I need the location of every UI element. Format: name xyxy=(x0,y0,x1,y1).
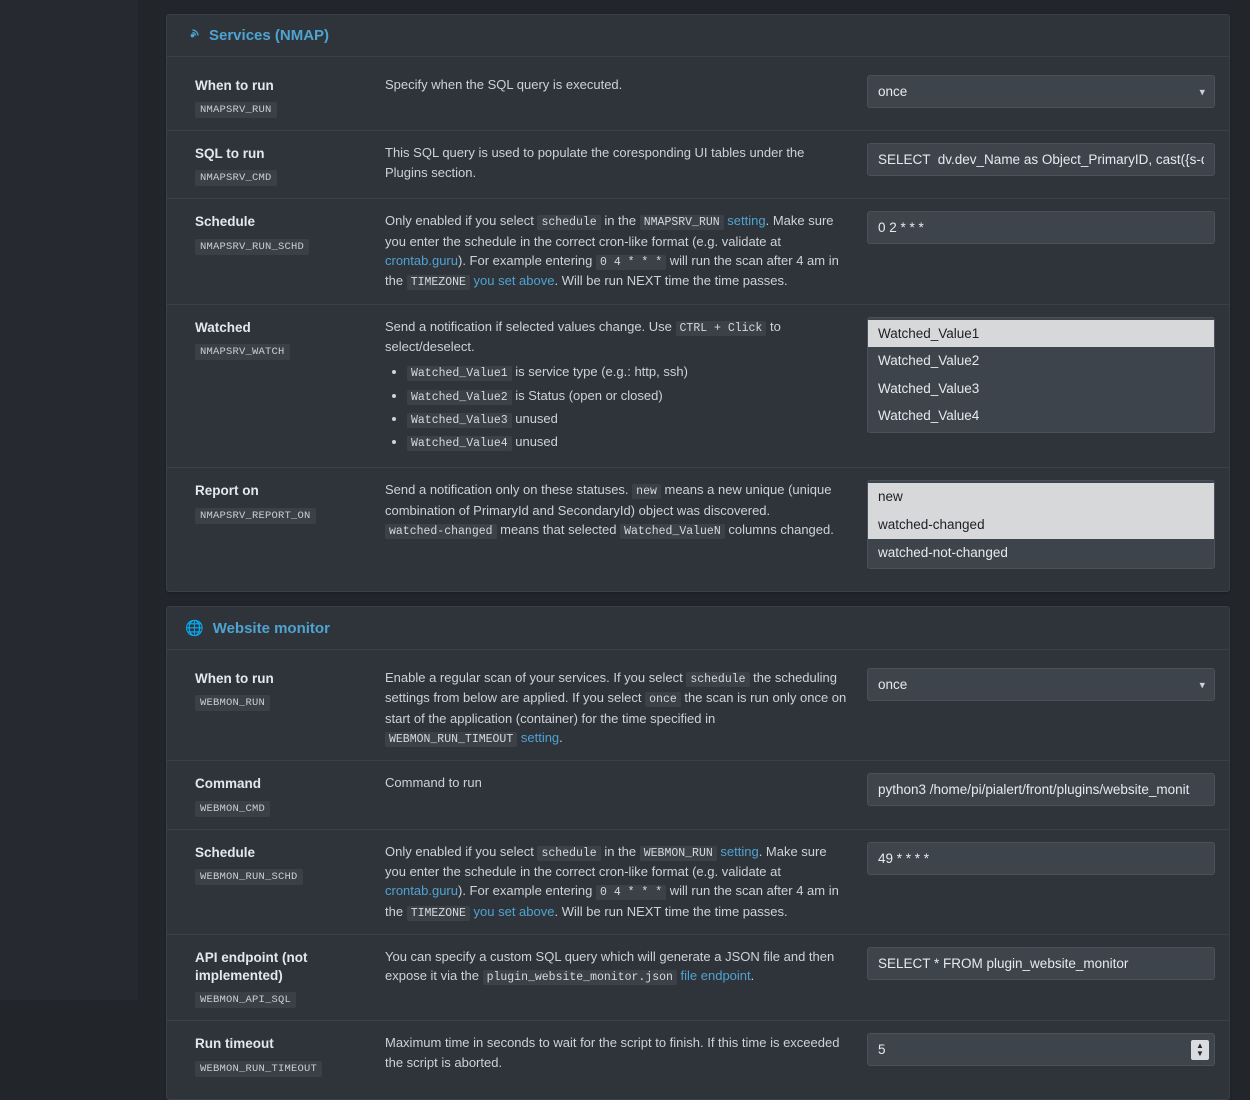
setting-description: Maximum time in seconds to wait for the script to finish. If this time is exceeded the script is aborted. xyxy=(385,1035,840,1070)
setting-label-cell xyxy=(181,75,377,118)
section-card xyxy=(166,606,1230,1099)
setting-row xyxy=(167,305,1229,469)
setting-label-cell xyxy=(181,842,377,885)
setting-control-cell xyxy=(867,211,1215,244)
globe-icon: 🌐 xyxy=(185,620,204,638)
setting-label: Schedule xyxy=(195,214,256,230)
setting-row xyxy=(167,656,1229,761)
setting-row xyxy=(167,131,1229,199)
setting-description: Only enabled if you select schedule in the NMAPSRV_RUN setting. Make sure you enter the schedule in the correct cron-like format (e.g. validate at crontab.guru). For example entering 0 4 * * * will run the scan after 4 am in the TIMEZONE you set above. Will be run NEXT time the time passes. xyxy=(385,213,839,290)
listbox-NMAPSRV_WATCH[interactable] xyxy=(867,317,1215,433)
setting-label-cell xyxy=(181,668,377,711)
setting-row xyxy=(167,1021,1229,1088)
section-header xyxy=(167,607,1229,650)
setting-label-cell xyxy=(181,480,377,523)
spinner-wrap-WEBMON_RUN_TIMEOUT[interactable] xyxy=(867,1033,1215,1066)
section-body xyxy=(167,57,1229,591)
setting-label: Command xyxy=(195,776,262,792)
input-NMAPSRV_RUN_SCHD[interactable] xyxy=(867,211,1215,244)
setting-control-cell xyxy=(867,143,1215,176)
select-wrap-WEBMON_RUN[interactable] xyxy=(867,668,1215,701)
listbox-option[interactable]: Watched_Value1 xyxy=(868,320,1214,348)
setting-label-cell xyxy=(181,211,377,254)
input-WEBMON_RUN_SCHD[interactable] xyxy=(867,842,1215,875)
setting-label: Schedule xyxy=(195,844,256,860)
setting-description: Send a notification if selected values change. Use CTRL + Click to select/deselect. • Watched_Value1 is service type (e.g.: http, ssh) • Watched_Value2 is Status (open or closed) • Watched_Value3 unused • Watched_Value4 unused xyxy=(377,317,867,456)
listbox-option[interactable]: watched-not-changed xyxy=(878,544,1008,560)
setting-label: Run timeout xyxy=(195,1036,274,1052)
setting-key: WEBMON_RUN xyxy=(195,695,270,711)
select-wrap-NMAPSRV_RUN[interactable] xyxy=(867,75,1215,108)
listbox-option[interactable]: Watched_Value3 xyxy=(878,380,980,396)
setting-label: Report on xyxy=(195,483,259,499)
chevron-down-icon: ▾ xyxy=(1199,679,1205,692)
input-WEBMON_RUN_TIMEOUT[interactable] xyxy=(867,1033,1215,1066)
setting-key: WEBMON_API_SQL xyxy=(195,992,296,1008)
setting-row xyxy=(167,761,1229,829)
setting-label-cell xyxy=(181,1033,377,1076)
setting-key: WEBMON_RUN_TIMEOUT xyxy=(195,1061,322,1077)
setting-control-cell xyxy=(867,668,1215,701)
setting-key: NMAPSRV_REPORT_ON xyxy=(195,508,316,524)
setting-description: Only enabled if you select schedule in the WEBMON_RUN setting. Make sure you enter the schedule in the correct cron-like format (e.g. validate at crontab.guru). For example entering 0 4 * * * will run the scan after 4 am in the TIMEZONE you set above. Will be run NEXT time the time passes. xyxy=(385,843,839,920)
listbox-NMAPSRV_REPORT_ON[interactable] xyxy=(867,480,1215,569)
select-NMAPSRV_RUN[interactable] xyxy=(867,75,1215,108)
setting-label-cell xyxy=(181,317,377,360)
setting-row xyxy=(167,468,1229,581)
section-title: Website monitor xyxy=(212,619,330,637)
listbox-option[interactable]: new xyxy=(868,483,1214,511)
setting-key: NMAPSRV_RUN xyxy=(195,102,277,118)
setting-description: This SQL query is used to populate the coresponding UI tables under the Plugins section. xyxy=(385,145,805,180)
listbox-option[interactable]: Watched_Value2 xyxy=(878,353,980,369)
setting-key: NMAPSRV_RUN_SCHD xyxy=(195,239,309,255)
input-NMAPSRV_CMD[interactable] xyxy=(867,143,1215,176)
setting-description: Send a notification only on these statuses. new means a new unique (unique combination of PrimaryId and SecondaryId) object was discovered. watched-changed means that selected Watched_ValueN columns changed. xyxy=(385,482,834,539)
settings-content xyxy=(138,0,1250,1075)
stepper-icon[interactable]: ▲ ▼ xyxy=(1191,1040,1209,1060)
setting-description: Enable a regular scan of your services. If you select schedule the scheduling settings from below are applied. If you select once the scan is run only once on start of the application (container) for the time specified in WEBMON_RUN_TIMEOUT setting. xyxy=(385,670,847,747)
listbox-option[interactable]: watched-changed xyxy=(868,511,1214,539)
radar-icon xyxy=(185,28,200,43)
input-WEBMON_API_SQL[interactable] xyxy=(867,947,1215,980)
setting-row xyxy=(167,199,1229,304)
setting-label-cell xyxy=(181,773,377,816)
setting-label-cell xyxy=(181,143,377,186)
section-card xyxy=(166,14,1230,592)
section-body xyxy=(167,650,1229,1098)
setting-description: You can specify a custom SQL query which will generate a JSON file and then expose it via the plugin_website_monitor.json file endpoint. xyxy=(385,948,835,985)
setting-control-cell xyxy=(867,480,1215,569)
setting-key: NMAPSRV_CMD xyxy=(195,170,277,186)
setting-row xyxy=(167,63,1229,131)
setting-key: NMAPSRV_WATCH xyxy=(195,344,290,360)
setting-label: When to run xyxy=(195,671,274,687)
setting-key: WEBMON_RUN_SCHD xyxy=(195,869,303,885)
setting-label-cell xyxy=(181,947,377,1008)
section-title: Services (NMAP) xyxy=(209,27,330,44)
setting-control-cell xyxy=(867,842,1215,875)
setting-control-cell xyxy=(867,317,1215,433)
select-WEBMON_RUN[interactable] xyxy=(867,668,1215,701)
setting-control-cell xyxy=(867,947,1215,980)
chevron-down-icon: ▾ xyxy=(1199,86,1205,98)
sidebar-gutter xyxy=(0,0,138,1000)
setting-row xyxy=(167,830,1229,935)
setting-key: WEBMON_CMD xyxy=(195,801,270,817)
setting-description: Command to run xyxy=(385,775,482,791)
setting-row xyxy=(167,935,1229,1021)
setting-control-cell xyxy=(867,1033,1215,1066)
setting-label: SQL to run xyxy=(195,146,265,162)
setting-control-cell xyxy=(867,75,1215,108)
setting-description: Specify when the SQL query is executed. xyxy=(385,77,623,92)
setting-label: Watched xyxy=(195,319,251,335)
input-WEBMON_CMD[interactable] xyxy=(867,773,1215,806)
setting-label: When to run xyxy=(195,78,274,93)
listbox-option[interactable]: Watched_Value4 xyxy=(878,408,980,424)
section-header xyxy=(167,15,1229,57)
setting-label: API endpoint (not implemented) xyxy=(195,949,308,984)
setting-control-cell xyxy=(867,773,1215,806)
